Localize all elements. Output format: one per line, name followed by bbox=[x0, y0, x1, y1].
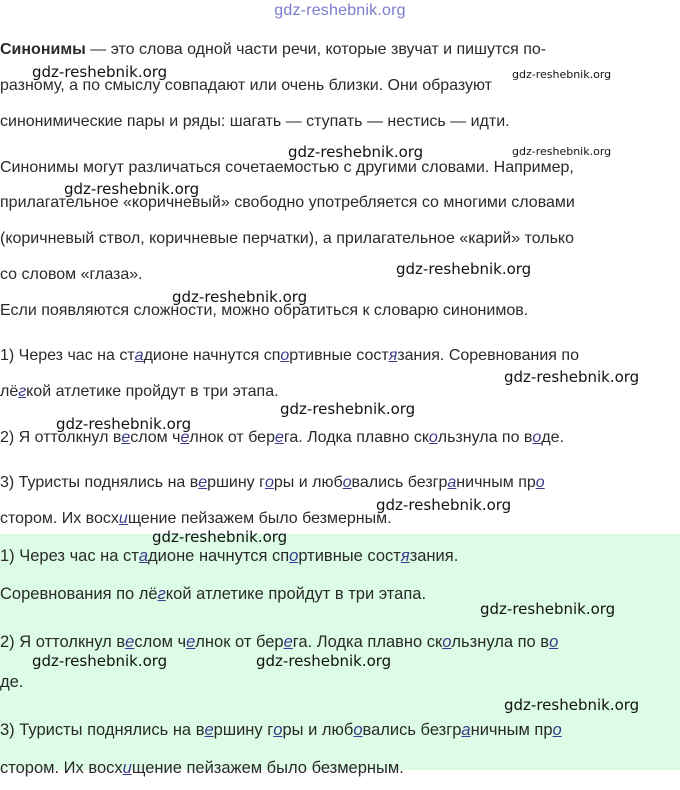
text-segment: стором. Их восх bbox=[0, 510, 119, 527]
theory-line-1: Синонимы — это слова одной части речи, которые звучат и пишутся по- bbox=[0, 41, 547, 58]
watermark: gdz-reshebnik.org bbox=[480, 600, 616, 618]
watermark: gdz-reshebnik.org bbox=[512, 145, 612, 158]
text-segment: кой атлетике пройдут в три этапа. bbox=[165, 585, 427, 603]
stressed-letter: е bbox=[283, 633, 293, 651]
text-segment: ры и люб bbox=[282, 721, 354, 739]
text-segment: лнок от бер bbox=[195, 633, 284, 651]
text-segment: 1) Через час на ст bbox=[0, 547, 139, 565]
text-segment: лнок от бер bbox=[189, 429, 275, 446]
stressed-letter: о bbox=[289, 547, 299, 565]
text-segment: зания. Соревнования по bbox=[397, 347, 579, 364]
text-segment: льзнула по в bbox=[451, 633, 550, 651]
answer-line-3a bbox=[0, 620, 672, 664]
text-segment: кой атлетике пройдут в три этапа. bbox=[26, 383, 279, 400]
answer-line-5 bbox=[0, 746, 672, 790]
text-segment: 2) Я оттолкнул в bbox=[0, 429, 122, 446]
text-segment: ртивные сост bbox=[289, 347, 389, 364]
text-segment: Соревнования по лё bbox=[0, 585, 158, 603]
text-segment: ршину г bbox=[207, 474, 265, 491]
exercise-sentence-3a bbox=[0, 465, 672, 501]
watermark: gdz-reshebnik.org bbox=[288, 143, 424, 161]
text-segment: де. bbox=[0, 673, 24, 691]
theory-line-7: со словом «глаза». bbox=[0, 266, 143, 283]
exercise-sentence-1a bbox=[0, 338, 672, 374]
watermark: gdz-reshebnik.org bbox=[280, 400, 416, 418]
stressed-letter: а bbox=[138, 547, 149, 565]
stressed-letter: а bbox=[461, 721, 471, 739]
stressed-letter: о bbox=[264, 474, 274, 491]
text-segment: дионе начнутся сп bbox=[148, 547, 290, 565]
watermark: gdz-reshebnik.org bbox=[32, 652, 168, 670]
text-segment: щение пейзажем было безмерным. bbox=[127, 510, 392, 527]
stressed-letter: о bbox=[353, 721, 363, 739]
text-segment: ничным пр bbox=[470, 721, 553, 739]
stressed-letter: о bbox=[535, 474, 545, 491]
theory-line-4: Синонимы могут различаться сочетаемостью с другими словами. Например, bbox=[0, 159, 574, 176]
stressed-letter: а bbox=[447, 474, 457, 491]
watermark: gdz-reshebnik.org bbox=[172, 288, 308, 306]
text-segment: 3) Туристы поднялись на в bbox=[0, 474, 199, 491]
text-segment: зания. bbox=[409, 547, 459, 565]
stressed-letter: г bbox=[157, 585, 166, 603]
text-segment: 1) Через час на ст bbox=[0, 347, 135, 364]
theory-line-6: (коричневый ствол, коричневые перчатки), а прилагательное «карий» только bbox=[0, 230, 575, 247]
theory-line-5: прилагательное «коричневый» свободно употребляется со многими словами bbox=[0, 194, 575, 211]
stressed-letter: о bbox=[532, 429, 542, 446]
exercise-sentence-2 bbox=[0, 420, 672, 456]
exercise-sentence-3b bbox=[0, 501, 672, 537]
watermark: gdz-reshebnik.org bbox=[376, 496, 512, 514]
answer-line-2 bbox=[0, 572, 672, 616]
stressed-letter: о bbox=[273, 721, 283, 739]
theory-line-3: синонимические пары и ряды: шагать — ступать — нестись — идти. bbox=[0, 113, 510, 130]
text-segment: 2) Я оттолкнул в bbox=[0, 633, 126, 651]
stressed-letter: и bbox=[122, 759, 132, 777]
stressed-letter: и bbox=[118, 510, 128, 527]
text-segment: ничным пр bbox=[456, 474, 536, 491]
stressed-letter: е bbox=[121, 429, 131, 446]
theory-line-2: разному, а по смыслу совпадают или очень близки. Они образуют bbox=[0, 77, 492, 94]
text-segment: де. bbox=[541, 429, 565, 446]
text-segment: ршину г bbox=[213, 721, 274, 739]
watermark: gdz-reshebnik.org bbox=[32, 63, 168, 81]
stressed-letter: я bbox=[388, 347, 398, 364]
text-segment: дионе начнутся сп bbox=[143, 347, 281, 364]
stressed-letter: о bbox=[280, 347, 290, 364]
stressed-letter: е bbox=[274, 429, 284, 446]
answer-block bbox=[0, 534, 680, 777]
stressed-letter: о bbox=[552, 721, 562, 739]
text-segment: вались безгр bbox=[362, 721, 462, 739]
watermark: gdz-reshebnik.org bbox=[512, 68, 612, 81]
text-segment: ры и люб bbox=[273, 474, 343, 491]
stressed-letter: о bbox=[342, 474, 352, 491]
stressed-letter: е bbox=[125, 633, 135, 651]
stressed-letter: о bbox=[442, 633, 452, 651]
theory-line-8: Если появляются сложности, можно обратиться к словарю синонимов. bbox=[0, 302, 529, 319]
text-segment: льзнула по в bbox=[437, 429, 533, 446]
watermark: gdz-reshebnik.org bbox=[504, 696, 640, 714]
text-segment: ртивные сост bbox=[298, 547, 401, 565]
stressed-letter: е bbox=[180, 429, 190, 446]
stressed-letter: о bbox=[428, 429, 438, 446]
text-segment: щение пейзажем было безмерным. bbox=[131, 759, 404, 777]
text-segment: 3) Туристы поднялись на в bbox=[0, 721, 205, 739]
text-segment: лё bbox=[0, 383, 19, 400]
answer-line-3b bbox=[0, 660, 672, 704]
text-segment: вались безгр bbox=[351, 474, 448, 491]
text-segment: стором. Их восх bbox=[0, 759, 123, 777]
stressed-letter: е bbox=[204, 721, 214, 739]
stressed-letter: е bbox=[198, 474, 208, 491]
text-segment: га. Лодка плавно ск bbox=[292, 633, 443, 651]
watermark: gdz-reshebnik.org bbox=[396, 260, 532, 278]
watermark: gdz-reshebnik.org bbox=[256, 652, 392, 670]
watermark: gdz-reshebnik.org bbox=[64, 180, 200, 198]
stressed-letter: е bbox=[186, 633, 196, 651]
watermark: gdz-reshebnik.org bbox=[56, 415, 192, 433]
exercise-sentence-1b bbox=[0, 374, 672, 410]
term-synonyms: Синонимы bbox=[0, 41, 86, 58]
stressed-letter: о bbox=[549, 633, 559, 651]
site-header-link[interactable]: gdz-reshebnik.org bbox=[274, 2, 406, 19]
stressed-letter: а bbox=[134, 347, 144, 364]
text-segment: слом ч bbox=[130, 429, 181, 446]
stressed-letter: я bbox=[400, 547, 410, 565]
stressed-letter: г bbox=[18, 383, 27, 400]
text-segment: слом ч bbox=[134, 633, 187, 651]
text-segment: га. Лодка плавно ск bbox=[283, 429, 429, 446]
watermark: gdz-reshebnik.org bbox=[152, 528, 288, 546]
watermark: gdz-reshebnik.org bbox=[504, 368, 640, 386]
